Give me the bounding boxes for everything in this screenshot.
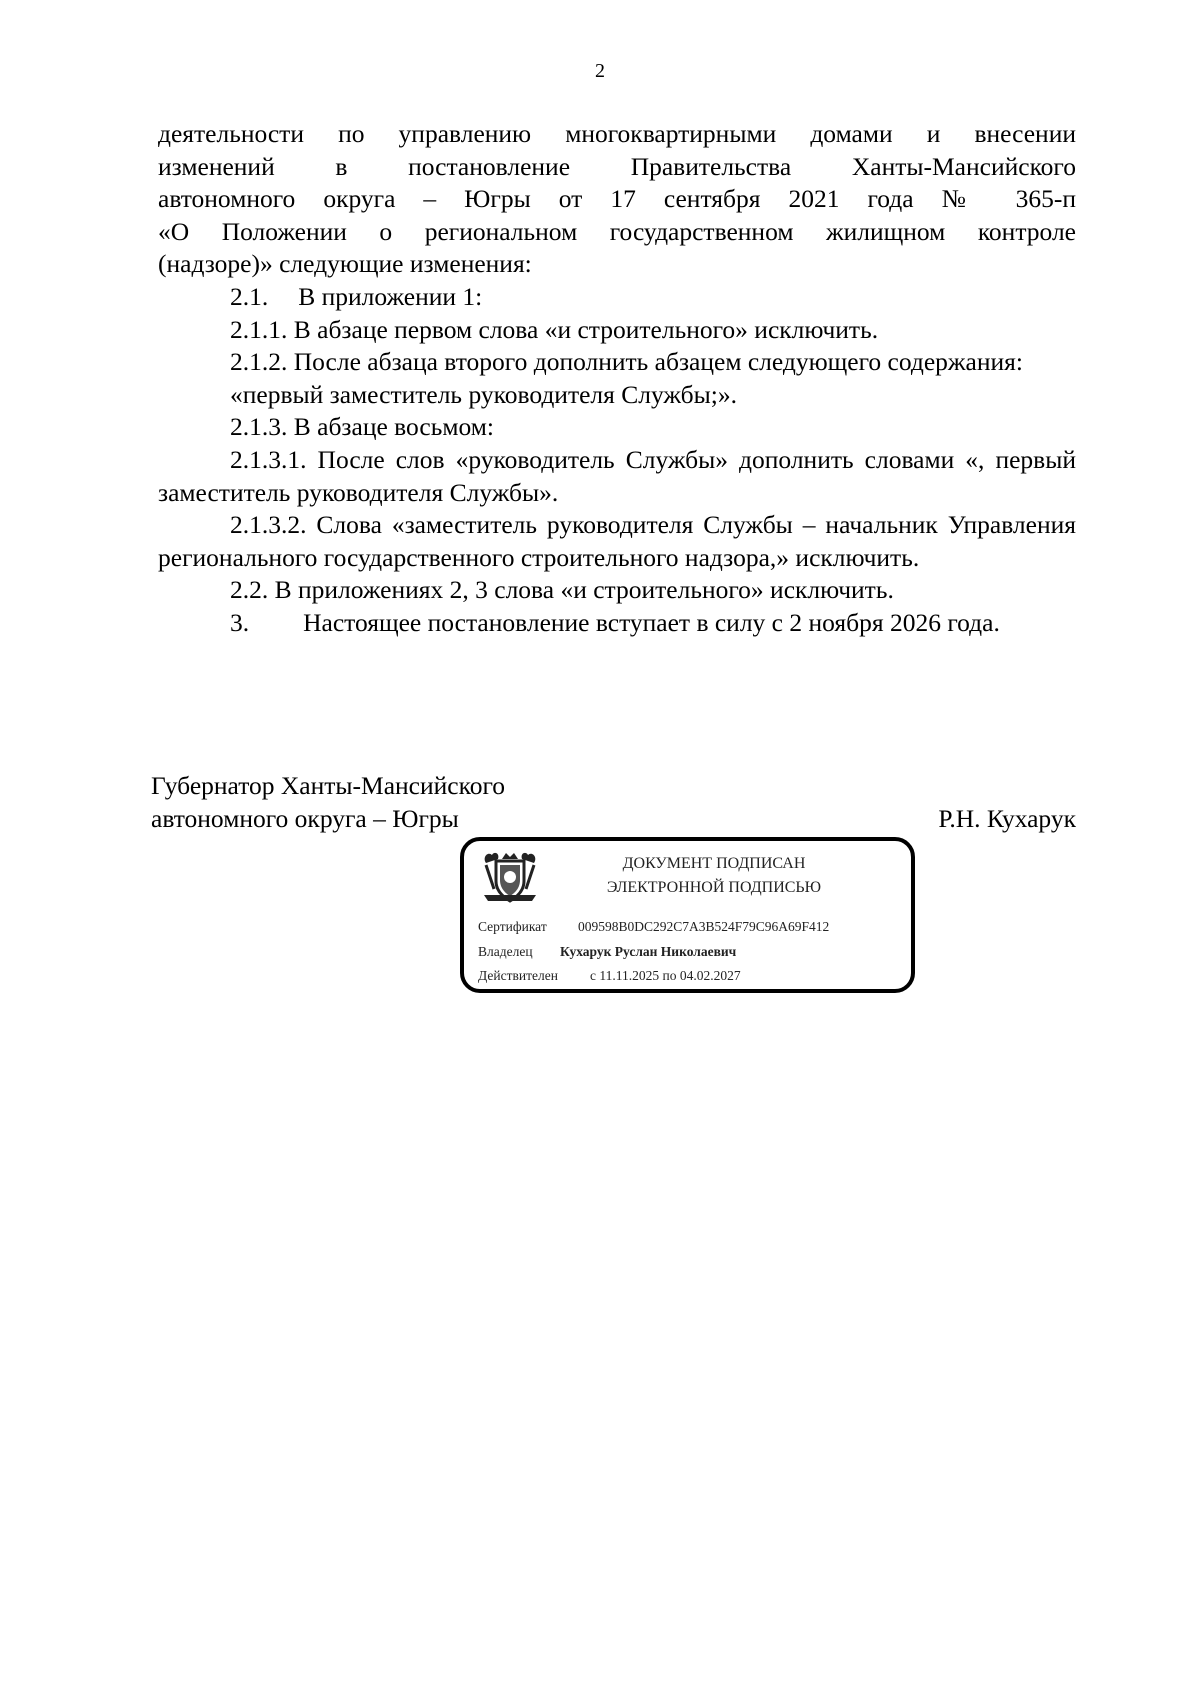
- paragraph-line: изменений в постановление Правительства Ханты-Мансийского: [158, 151, 1076, 181]
- paragraph-line: автономного округа – Югры от 17 сентября 2021 года № 365-п: [158, 184, 1076, 214]
- certificate-value: 009598B0DC292C7A3B524F79C96A69F412: [578, 919, 830, 934]
- clause-2-1-3-2: 2.1.3.2. Слова «заместитель руководителя Службы – начальник Управления регионального государственного строительного надзора,» исключить.: [158, 510, 1076, 572]
- certificate-row: [478, 919, 829, 935]
- clause-number: 3.: [230, 607, 250, 637]
- clause-3: [158, 607, 1076, 640]
- signatory-line: [151, 803, 1076, 836]
- electronic-signature-stamp: [460, 837, 915, 993]
- clause-2-1: [158, 281, 1076, 314]
- clause-2-1-3: 2.1.3. В абзаце восьмом:: [230, 412, 494, 442]
- clause-text: В приложении 1:: [298, 281, 483, 311]
- stamp-title-line: ДОКУМЕНТ ПОДПИСАН: [622, 855, 806, 872]
- certificate-label: Сертификат: [478, 919, 547, 934]
- paragraph-line: (надзоре)» следующие изменения:: [158, 249, 532, 279]
- paragraph-line: «О Положении о региональном государственном жилищном контроле: [158, 216, 1076, 246]
- signature-block: [151, 770, 1076, 835]
- clause-number: 2.1.: [230, 281, 269, 311]
- clause-2-2: 2.2. В приложениях 2, 3 слова «и строительного» исключить.: [230, 575, 894, 605]
- clause-text: Настоящее постановление вступает в силу с 2 ноября 2026 года.: [303, 607, 1000, 637]
- validity-row: [478, 968, 741, 984]
- validity-label: Действителен: [478, 968, 558, 983]
- owner-value: Кухарук Руслан Николаевич: [560, 944, 737, 959]
- paragraph-line: деятельности по управлению многоквартирными домами и внесении: [158, 119, 1076, 148]
- document-body: [158, 118, 1076, 640]
- clause-2-1-2: 2.1.2. После абзаца второго дополнить абзацем следующего содержания:: [230, 347, 1023, 377]
- coat-of-arms-icon: [480, 849, 540, 905]
- owner-row: [478, 944, 736, 960]
- stamp-title-line: ЭЛЕКТРОННОЙ ПОДПИСЬЮ: [606, 879, 822, 896]
- signatory-name: Р.Н. Кухарук: [938, 803, 1076, 833]
- signatory-position-line2: автономного округа – Югры: [151, 803, 459, 833]
- owner-label: Владелец: [478, 944, 533, 959]
- page-number: 2: [595, 60, 605, 82]
- stamp-title: [564, 852, 864, 900]
- clause-2-1-1: 2.1.1. В абзаце первом слова «и строительного» исключить.: [230, 314, 879, 344]
- signatory-position-line1: Губернатор Ханты-Мансийского: [151, 771, 506, 800]
- validity-value: с 11.11.2025 по 04.02.2027: [590, 968, 741, 983]
- clause-2-1-3-1: 2.1.3.1. После слов «руководитель Службы» дополнить словами «, первый заместитель руководителя Службы».: [158, 444, 1076, 507]
- clause-2-1-2-insert: «первый заместитель руководителя Службы;».: [230, 379, 737, 409]
